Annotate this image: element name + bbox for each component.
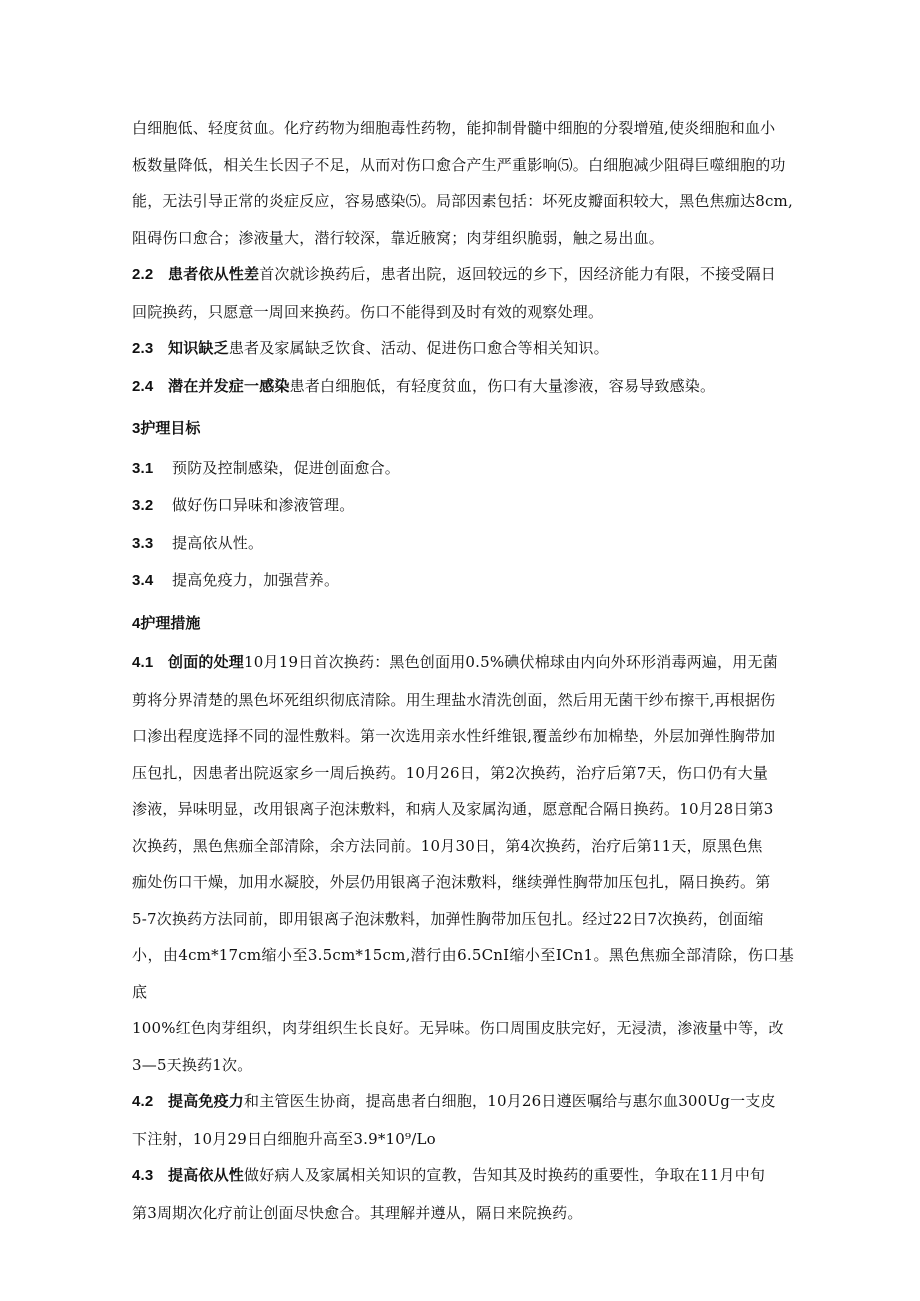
intro-line: 板数量降低，相关生长因子不足，从而对伤口愈合产生严重影响⑸。白细胞减少阻碍巨噬细胞的功 xyxy=(132,155,786,174)
item-number: 4.3 xyxy=(132,1167,154,1184)
item-number: 4.2 xyxy=(132,1093,154,1110)
item-title: 潜在并发症一感染 xyxy=(168,377,290,395)
item-text-line: 剪将分界清楚的黑色坏死组织彻底清除。用生理盐水清洗创面，然后用无菌干纱布擦干,再根据伤 xyxy=(132,690,776,709)
item-text: 预防及控制感染，促进创面愈合。 xyxy=(172,458,401,477)
item-title: 患者依从性差 xyxy=(168,266,260,283)
document-page xyxy=(132,110,794,1231)
item-number: 3.3 xyxy=(132,534,154,552)
item-title: 创面的处理 xyxy=(168,654,245,671)
section-4-heading: 4护理措施 xyxy=(132,614,201,632)
intro-line: 阻碍伤口愈合；渗液量大，潜行较深，靠近腋窝；肉芽组织脆弱，触之易出血。 xyxy=(132,228,665,247)
intro-line: 能，无法引导正常的炎症反应，容易感染⑸。局部因素包括：坏死皮瓣面积较大，黑色焦痂达8cm, xyxy=(132,192,793,210)
item-title: 知识缺乏 xyxy=(168,340,229,357)
item-text-line: 痂处伤口干燥，加用水凝胶，外层仍用银离子泡沫敷料，继续弹性胸带加压包扎，隔日换药。第 xyxy=(132,873,771,891)
section-2-2 xyxy=(132,256,794,330)
item-text: 10月19日首次换药：黑色创面用0.5%碘伏棉球由内向外环形消毒两遍，用无菌 xyxy=(244,653,778,671)
section-4-2 xyxy=(132,1083,794,1157)
goal-item xyxy=(132,487,794,525)
item-text-line: 5-7次换药方法同前，即用银离子泡沫敷料，加弹性胸带加压包扎。经过22日7次换药，创面缩 xyxy=(132,909,764,928)
item-text-cont: 下注射，10月29日白细胞升高至3.9*10⁹/Lo xyxy=(132,1129,436,1148)
item-text: 首次就诊换药后，患者出院，返回较远的乡下，因经济能力有限，不接受隔日 xyxy=(259,265,777,283)
item-number: 2.3 xyxy=(132,340,154,357)
section-4-1 xyxy=(132,644,794,1083)
item-text-line: 3—5天换药1次。 xyxy=(132,1055,253,1074)
item-text: 患者及家属缺乏饮食、活动、促进伤口愈合等相关知识。 xyxy=(228,339,609,357)
intro-line: 白细胞低、轻度贫血。化疗药物为细胞毒性药物，能抑制骨髓中细胞的分裂增殖,使炎细胞和血小 xyxy=(132,119,776,137)
item-text-line: 100%红色肉芽组织，肉芽组织生长良好。无异味。伤口周围皮肤完好，无浸渍，渗液量中等，改 xyxy=(132,1019,784,1037)
item-text: 患者白细胞低，有轻度贫血，伤口有大量渗液，容易导致感染。 xyxy=(289,376,716,395)
item-text-cont: 第3周期次化疗前让创面尽快愈合。其理解并遵从，隔日来院换药。 xyxy=(132,1203,583,1222)
item-text-line: 次换药，黑色焦痂全部清除，余方法同前。10月30日，第4次换药，治疗后第11天，原黑色焦 xyxy=(132,836,763,855)
item-text: 提高依从性。 xyxy=(172,533,264,552)
goal-item xyxy=(132,450,794,488)
item-title: 提高依从性 xyxy=(168,1167,245,1184)
item-text: 做好病人及家属相关知识的宣教，告知其及时换药的重要性，争取在11月中旬 xyxy=(244,1166,766,1184)
item-text-cont: 回院换药，只愿意一周回来换药。伤口不能得到及时有效的观察处理。 xyxy=(132,302,604,321)
goal-item xyxy=(132,525,794,563)
section-2-3 xyxy=(132,330,794,368)
item-number: 4.1 xyxy=(132,654,154,671)
item-number: 3.1 xyxy=(132,459,154,477)
item-text-line: 小，由4cm*17cm缩小至3.5cm*15cm,潜行由6.5CnI缩小至ICn1。黑色焦痂全部清除，伤口基底 xyxy=(132,946,794,1001)
item-text: 做好伤口异味和渗液管理。 xyxy=(172,496,355,514)
item-number: 2.4 xyxy=(132,377,154,395)
goal-item xyxy=(132,562,794,600)
item-text-line: 渗液，异味明显，改用银离子泡沫敷料，和病人及家属沟通，愿意配合隔日换药。10月28日第3 xyxy=(132,800,774,818)
item-number: 2.2 xyxy=(132,266,154,283)
item-number: 3.2 xyxy=(132,497,154,514)
item-text: 和主管医生协商，提高患者白细胞，10月26日遵医嘱给与惠尔血300Ug一支皮 xyxy=(244,1092,776,1110)
section-4-3 xyxy=(132,1157,794,1231)
intro-paragraph xyxy=(132,110,794,256)
section-3-heading: 3护理目标 xyxy=(132,420,201,437)
item-text-line: 口渗出程度选择不同的湿性敷料。第一次选用亲水性纤维银,覆盖纱布加棉垫，外层加弹性胸带加 xyxy=(132,727,776,745)
item-title: 提高免疫力 xyxy=(168,1093,245,1110)
item-number: 3.4 xyxy=(132,572,154,589)
item-text: 提高免疫力，加强营养。 xyxy=(172,571,340,589)
section-2-4 xyxy=(132,368,794,406)
item-text-line: 压包扎，因患者出院返家乡一周后换药。10月26日，第2次换药，治疗后第7天，伤口仍有大量 xyxy=(132,763,769,782)
